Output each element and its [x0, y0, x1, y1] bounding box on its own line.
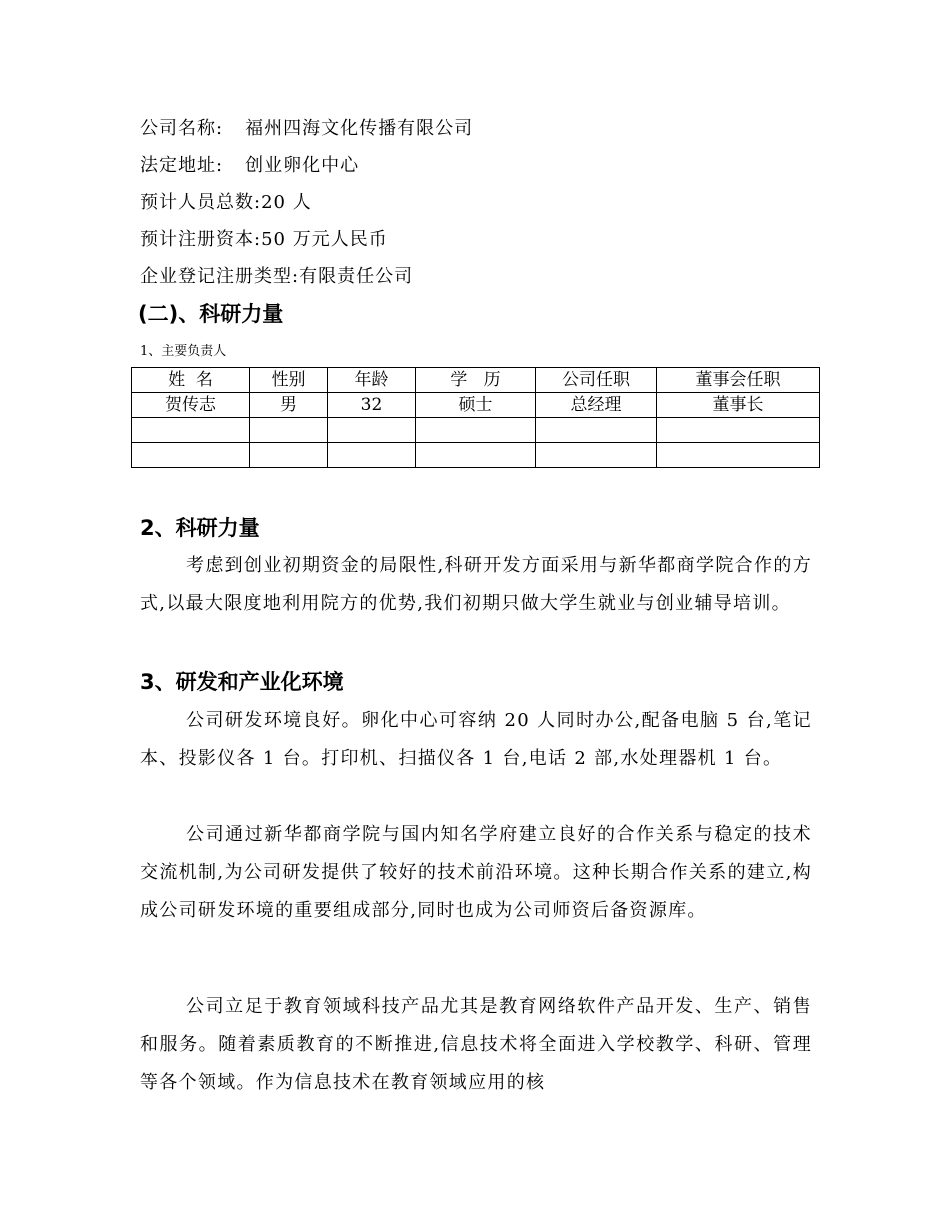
table-cell [328, 418, 416, 443]
header-cell: 年龄 [328, 368, 416, 393]
table-cell: 32 [328, 393, 416, 418]
legal-address-line [140, 151, 359, 177]
registration-type-label: 企业登记注册类型: [140, 266, 300, 287]
heading-rd-environment: 3、研发和产业化环境 [140, 670, 344, 694]
table-cell [328, 443, 416, 468]
table-cell [416, 418, 536, 443]
legal-address-label: 法定地址: [140, 155, 224, 176]
paragraph-cooperation: 公司通过新华都商学院与国内知名学府建立良好的合作关系与稳定的技术交流机制,为公司研发提供了较好的技术前沿环境。这种长期合作关系的建立,构成公司研发环境的重要组成部分,同时也成为公司师资后备资源库。 [140, 824, 812, 921]
legal-address-value: 创业卵化中心 [245, 155, 360, 176]
paragraph-rd-environment: 公司研发环境良好。卵化中心可容纳 20 人同时办公,配备电脑 5 台,笔记本、投影仪各 1 台。打印机、扫描仪各 1 台,电话 2 部,水处理器机 1 台。 [140, 710, 812, 769]
leaders-table [131, 367, 820, 468]
header-cell: 学 历 [416, 368, 536, 393]
table-row [132, 393, 820, 418]
heading-research-strength: 2、科研力量 [140, 516, 260, 540]
paragraph-company-focus: 公司立足于教育领域科技产品尤其是教育网络软件产品开发、生产、销售和服务。随着素质教育的不断推进,信息技术将全面进入学校教学、科研、管理等各个领域。作为信息技术在教育领域应用的核 [140, 996, 812, 1093]
table-header-row [132, 368, 820, 393]
table-cell: 贺传志 [132, 393, 250, 418]
table-row [132, 418, 820, 443]
registered-capital-value: 50 万元人民币 [261, 229, 388, 250]
registered-capital-label: 预计注册资本: [140, 229, 262, 250]
company-name-label: 公司名称: [140, 118, 224, 139]
header-cell: 公司任职 [536, 368, 657, 393]
header-cell: 董事会任职 [657, 368, 820, 393]
table-cell [657, 443, 820, 468]
table-cell [132, 418, 250, 443]
section-research-title: (二)、科研力量 [138, 302, 284, 326]
staff-count-line [140, 188, 312, 214]
company-name-value: 福州四海文化传播有限公司 [245, 118, 474, 139]
table-cell [416, 443, 536, 468]
header-cell: 姓 名 [132, 368, 250, 393]
company-name-line [140, 114, 473, 140]
table-cell [250, 443, 328, 468]
table-cell [536, 418, 657, 443]
table-cell [536, 443, 657, 468]
table-cell: 男 [250, 393, 328, 418]
table-cell [657, 418, 820, 443]
paragraph-research-strength: 考虑到创业初期资金的局限性,科研开发方面采用与新华都商学院合作的方式,以最大限度地利用院方的优势,我们初期只做大学生就业与创业辅导培训。 [140, 555, 812, 614]
table-cell [250, 418, 328, 443]
table-row [132, 443, 820, 468]
registration-type-value: 有限责任公司 [299, 266, 414, 287]
registration-type-line [140, 262, 413, 288]
table-cell: 硕士 [416, 393, 536, 418]
registered-capital-line [140, 225, 388, 251]
table-cell: 董事长 [657, 393, 820, 418]
table-cell [132, 443, 250, 468]
staff-count-value: 20 人 [261, 192, 312, 213]
header-cell: 性别 [250, 368, 328, 393]
staff-count-label: 预计人员总数: [140, 192, 262, 213]
table-cell: 总经理 [536, 393, 657, 418]
leaders-caption: 1、主要负责人 [140, 344, 227, 359]
